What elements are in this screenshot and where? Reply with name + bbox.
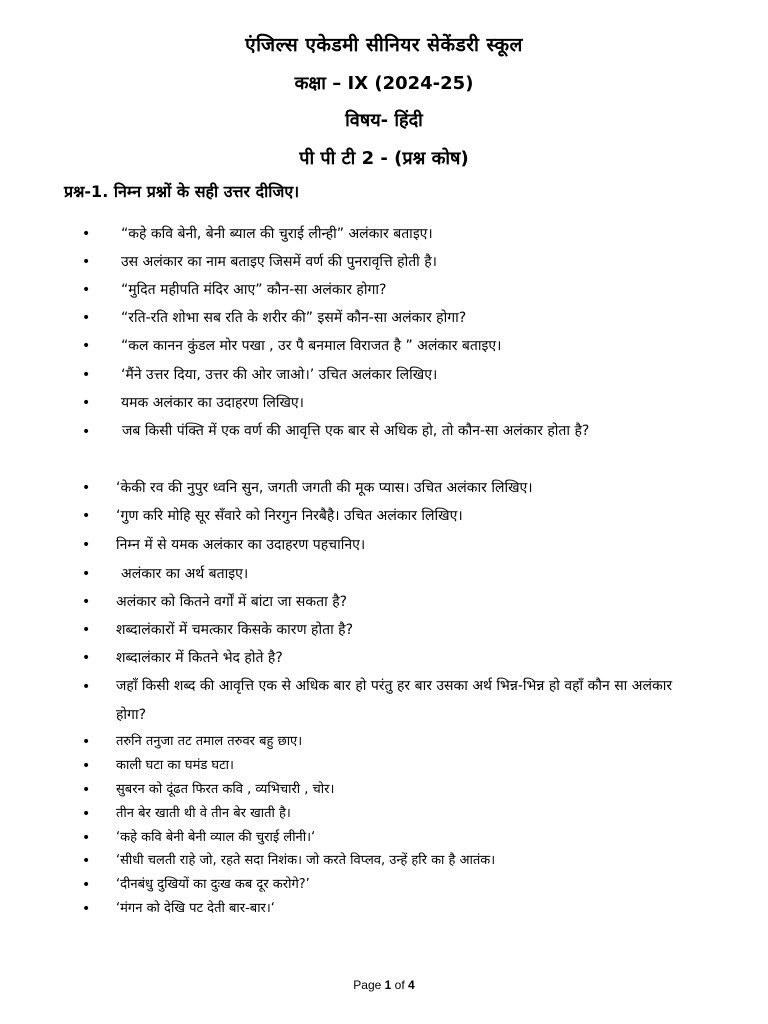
bullet-icon: • xyxy=(82,254,91,270)
bullet-icon: • xyxy=(82,901,91,917)
bullet-icon: • xyxy=(82,310,91,326)
bullet-icon: • xyxy=(82,650,91,666)
list-item-text: “रति-रति शोभा सब रति के शरीर की” इसमें कौन-सा अलंकार होगा? xyxy=(121,310,467,326)
list-item-text: शब्दालंकारों में चमत्कार किसके कारण होता है? xyxy=(116,622,354,638)
bullet-icon: • xyxy=(82,338,91,354)
list-item-text: ‘मैंने उत्तर दिया, उत्तर की ओर जाओ।’ उचित अलंकार लिखिए। xyxy=(121,367,438,383)
bullet-icon: • xyxy=(82,782,91,798)
school-name: एंजिल्स एकेडमी सीनियर सेकेंडरी स्कूल xyxy=(245,34,523,56)
list-item-text: ‘दीनबंधु दुखियों का दुःख कब दूर करोगे?’ xyxy=(116,877,310,892)
bullet-icon: • xyxy=(82,877,91,893)
subject-line: विषय- हिंदी xyxy=(345,110,423,131)
bullet-icon: • xyxy=(82,282,91,298)
list-item-text: ‘कहे कवि बेनी बेनी व्याल की चुराई लीनी।‘ xyxy=(116,830,316,845)
list-item-text: काली घटा का घमंड घटा। xyxy=(116,758,234,773)
bullet-icon: • xyxy=(82,424,91,440)
bullet-icon: • xyxy=(82,806,91,822)
list-item-text: ‘सीधी चलती राहे जो, रहते सदा निशंक। जो करते विप्लव, उन्हें हरि का है आतंक। xyxy=(116,853,496,868)
bullet-icon: • xyxy=(82,480,91,496)
bullet-icon: • xyxy=(82,734,91,750)
list-item-text: शब्दालंकार में कितने भेद होते है? xyxy=(116,650,283,666)
current-page: 1 xyxy=(384,978,392,992)
bullet-icon: • xyxy=(82,830,91,846)
list-item-text: निम्न में से यमक अलंकार का उदाहरण पहचानिए। xyxy=(116,537,366,553)
list-item-text: जब किसी पंक्ति में एक वर्ण की आवृत्ति एक बार से अधिक हो, तो कौन-सा अलंकार होता है? xyxy=(122,423,590,439)
list-item-text: तीन बेर खाती थी वे तीन बेर खाती है। xyxy=(116,806,291,821)
list-item-text: ‘गुण करि मोहि सूर सँवारे को निरगुन निरबैहै। उचित अलंकार लिखिए। xyxy=(116,508,463,524)
list-item-text: यमक अलंकार का उदाहरण लिखिए। xyxy=(121,395,304,411)
list-item-text: जहाँ किसी शब्द की आवृत्ति एक से अधिक बार हो परंतु हर बार उसका अर्थ भिन्न-भिन्न हो वहाँ कौन सा अलंकार होगा? xyxy=(116,678,673,723)
exam-title: पी पी टी 2 - (प्रश्न कोष) xyxy=(299,148,469,169)
bullet-icon: • xyxy=(82,395,91,411)
list-item-text: अलंकार का अर्थ बताइए। xyxy=(121,566,249,582)
page-number-footer xyxy=(0,978,768,992)
list-item-text: उस अलंकार का नाम बताइए जिसमें वर्ण की पुनरावृत्ति होती है। xyxy=(121,254,437,270)
bullet-icon: • xyxy=(82,566,91,582)
question-heading: प्रश्न-1. निम्न प्रश्नों के सही उत्तर दीजिए। xyxy=(64,182,300,201)
list-item-text: सुबरन को दूंढत फिरत कवि , व्यभिचारी , चोर। xyxy=(116,782,335,797)
bullet-icon: • xyxy=(82,679,91,695)
of-label: of xyxy=(394,978,405,992)
bullet-icon: • xyxy=(82,622,91,638)
list-item-text: “कल कानन कुंडल मोर पखा , उर पै बनमाल विराजत है ” अलंकार बताइए। xyxy=(121,338,502,354)
list-item-text: अलंकार को कितने वर्गों में बांटा जा सकता है? xyxy=(116,594,348,610)
list-item-text: तरुनि तनुजा तट तमाल तरुवर बहु छाए। xyxy=(116,734,303,749)
list-item-text: “कहे कवि बेनी, बेनी ब्याल की चुराई लीन्ही” अलंकार बताइए। xyxy=(121,226,433,242)
list-item-text: ‘मंगन को देखि पट देती बार-बार।‘ xyxy=(116,901,275,916)
bullet-icon: • xyxy=(82,226,91,242)
total-pages: 4 xyxy=(408,978,415,992)
list-item-text: “मुदित महीपति मंदिर आए” कौन-सा अलंकार होगा? xyxy=(121,282,387,298)
bullet-icon: • xyxy=(82,367,91,383)
page-label: Page xyxy=(353,978,382,992)
bullet-icon: • xyxy=(82,508,91,524)
list-item-text: ‘केकी रव की नुपुर ध्वनि सुन, जगती जगती की मूक प्यास। उचित अलंकार लिखिए। xyxy=(116,480,533,496)
bullet-icon: • xyxy=(82,758,91,774)
class-line: कक्षा – IX (2024-25) xyxy=(294,73,474,94)
bullet-icon: • xyxy=(82,537,91,553)
bullet-icon: • xyxy=(82,853,91,869)
bullet-icon: • xyxy=(82,594,91,610)
